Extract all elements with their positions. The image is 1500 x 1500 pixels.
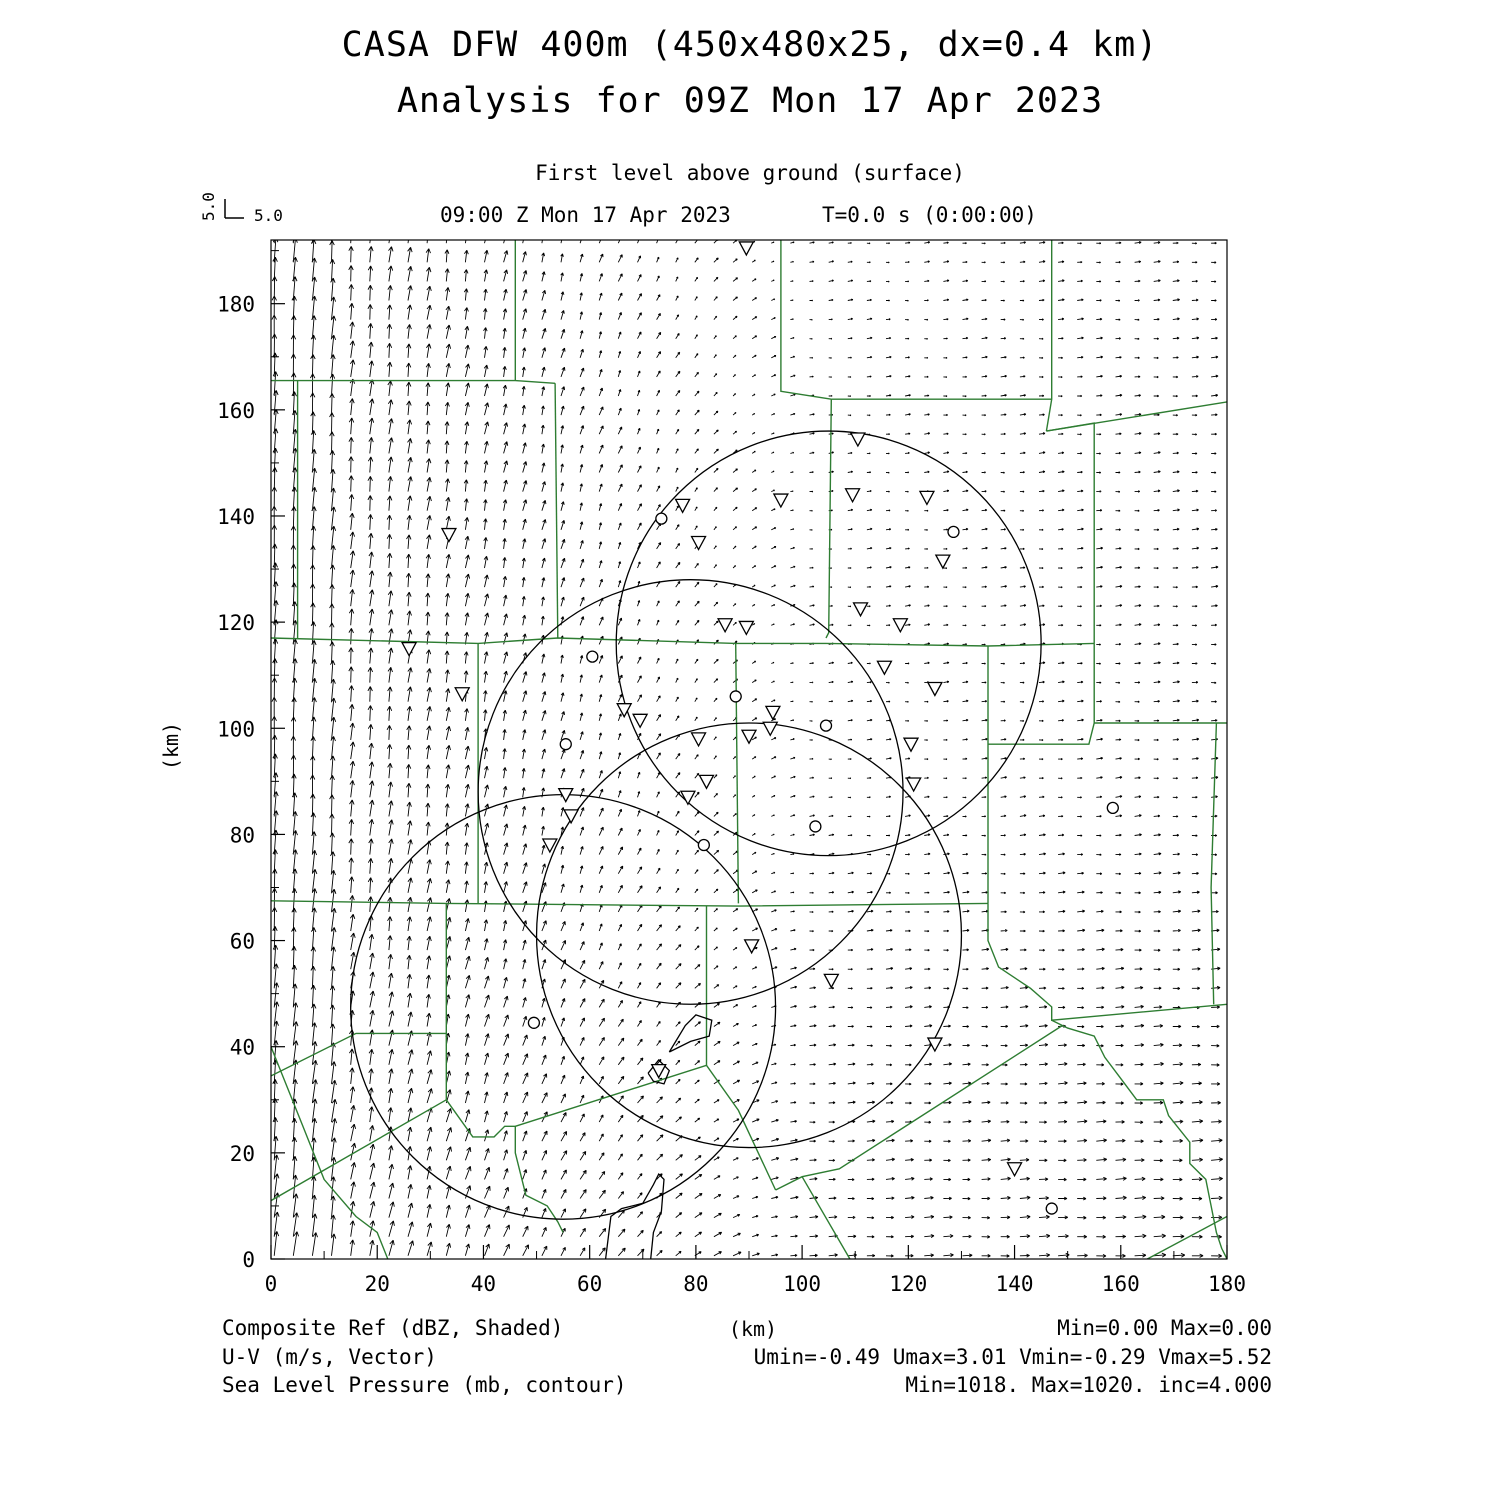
station-triangle-marker xyxy=(904,738,918,751)
station-circle-marker xyxy=(948,526,959,537)
legend-field3-stats: Min=1018. Max=1020. inc=4.000 xyxy=(905,1373,1272,1397)
y-tick-label: 20 xyxy=(229,1141,255,1166)
station-triangle-marker xyxy=(851,433,865,446)
station-triangle-marker xyxy=(854,603,868,616)
radar-range-rings xyxy=(351,431,1041,1219)
legend-field1-stats: Min=0.00 Max=0.00 xyxy=(1057,1316,1272,1340)
valid-time: 09:00 Z Mon 17 Apr 2023 xyxy=(440,203,731,227)
x-tick-label: 160 xyxy=(1101,1272,1140,1296)
station-triangle-marker xyxy=(763,722,777,735)
county-line xyxy=(555,383,558,638)
x-axis-label: (km) xyxy=(728,1317,778,1341)
station-circle-marker xyxy=(587,651,598,662)
x-tick-label: 60 xyxy=(577,1272,603,1296)
county-line xyxy=(781,240,831,399)
station-markers xyxy=(402,242,1118,1214)
station-triangle-marker xyxy=(739,621,753,634)
station-triangle-marker xyxy=(718,619,732,632)
title-line-1: CASA DFW 400m (450x480x25, dx=0.4 km) xyxy=(341,25,1159,65)
station-triangle-marker xyxy=(564,810,578,823)
range-ring xyxy=(351,795,776,1220)
legend-field2-name: U-V (m/s, Vector) xyxy=(222,1345,437,1369)
y-tick-label: 160 xyxy=(217,398,255,423)
station-circle-marker xyxy=(1107,802,1118,813)
county-line xyxy=(1046,240,1051,431)
station-triangle-marker xyxy=(824,974,838,987)
county-line xyxy=(515,1065,775,1190)
y-tick-label: 120 xyxy=(217,611,255,636)
station-triangle-marker xyxy=(742,730,756,743)
x-tick-label: 20 xyxy=(364,1272,390,1296)
x-tick-label: 0 xyxy=(264,1272,278,1296)
legend-field1-name: Composite Ref (dBZ, Shaded) xyxy=(222,1316,564,1340)
station-circle-marker xyxy=(810,821,821,832)
x-tick-label: 120 xyxy=(889,1272,928,1296)
station-triangle-marker xyxy=(1008,1163,1022,1176)
station-triangle-marker xyxy=(455,688,469,701)
x-tick-label: 40 xyxy=(470,1272,497,1296)
station-triangle-marker xyxy=(692,537,706,550)
county-line xyxy=(271,638,1094,646)
station-triangle-marker xyxy=(928,682,942,695)
county-line xyxy=(988,903,1227,1020)
x-tick-label: 100 xyxy=(783,1272,822,1296)
y-tick-label: 60 xyxy=(229,929,255,954)
legend-field2-stats: Umin=-0.49 Umax=3.01 Vmin=-0.29 Vmax=5.52 xyxy=(753,1345,1272,1369)
legend-field3-name: Sea Level Pressure (mb, contour) xyxy=(222,1373,627,1397)
station-circle-marker xyxy=(821,720,832,731)
vector-key xyxy=(199,192,283,225)
station-triangle-marker xyxy=(739,242,753,255)
county-line xyxy=(1046,423,1094,643)
station-circle-marker xyxy=(528,1017,539,1028)
station-circle-marker xyxy=(1046,1203,1057,1214)
x-tick-label: 140 xyxy=(995,1272,1034,1296)
county-line xyxy=(826,399,831,638)
station-triangle-marker xyxy=(745,940,759,953)
plot-frame xyxy=(271,240,1227,1259)
vector-key-v-label: 5.0 xyxy=(199,192,218,221)
y-axis-label: (km) xyxy=(159,721,183,771)
station-triangle-marker xyxy=(766,706,780,719)
y-tick-label: 100 xyxy=(217,717,255,742)
station-circle-marker xyxy=(698,840,709,851)
station-triangle-marker xyxy=(907,778,921,791)
title-line-2: Analysis for 09Z Mon 17 Apr 2023 xyxy=(396,81,1104,121)
county-line xyxy=(802,1177,850,1259)
y-tick-label: 0 xyxy=(242,1248,255,1272)
county-line xyxy=(271,381,555,384)
station-triangle-marker xyxy=(633,714,647,727)
station-triangle-marker xyxy=(700,775,714,788)
station-triangle-marker xyxy=(774,494,788,507)
county-line xyxy=(736,643,739,903)
county-line xyxy=(1147,1217,1227,1260)
forecast-time: T=0.0 s (0:00:00) xyxy=(822,203,1037,227)
x-tick-label: 80 xyxy=(683,1272,709,1296)
y-tick-label: 180 xyxy=(217,292,255,317)
station-triangle-marker xyxy=(846,489,860,502)
level-label: First level above ground (surface) xyxy=(535,161,965,185)
station-circle-marker xyxy=(560,739,571,750)
station-triangle-marker xyxy=(920,491,934,504)
county-boundaries xyxy=(271,240,1227,1259)
pressure-contour xyxy=(606,1174,664,1259)
station-triangle-marker xyxy=(936,555,950,568)
pressure-contour xyxy=(669,1015,712,1052)
station-triangle-marker xyxy=(652,1065,666,1078)
range-ring xyxy=(537,723,962,1148)
vector-key-u-label: 5.0 xyxy=(254,206,283,225)
county-line xyxy=(271,1033,446,1076)
station-triangle-marker xyxy=(402,643,416,656)
y-tick-label: 80 xyxy=(229,823,255,848)
station-triangle-marker xyxy=(877,661,891,674)
station-circle-marker xyxy=(656,513,667,524)
county-line xyxy=(271,1100,446,1201)
y-tick-label: 40 xyxy=(229,1035,255,1060)
county-line xyxy=(1211,723,1216,1004)
station-circle-marker xyxy=(730,691,741,702)
x-tick-label: 180 xyxy=(1208,1272,1246,1296)
y-tick-label: 140 xyxy=(217,504,255,529)
station-triangle-marker xyxy=(692,733,706,746)
station-triangle-marker xyxy=(442,529,456,542)
